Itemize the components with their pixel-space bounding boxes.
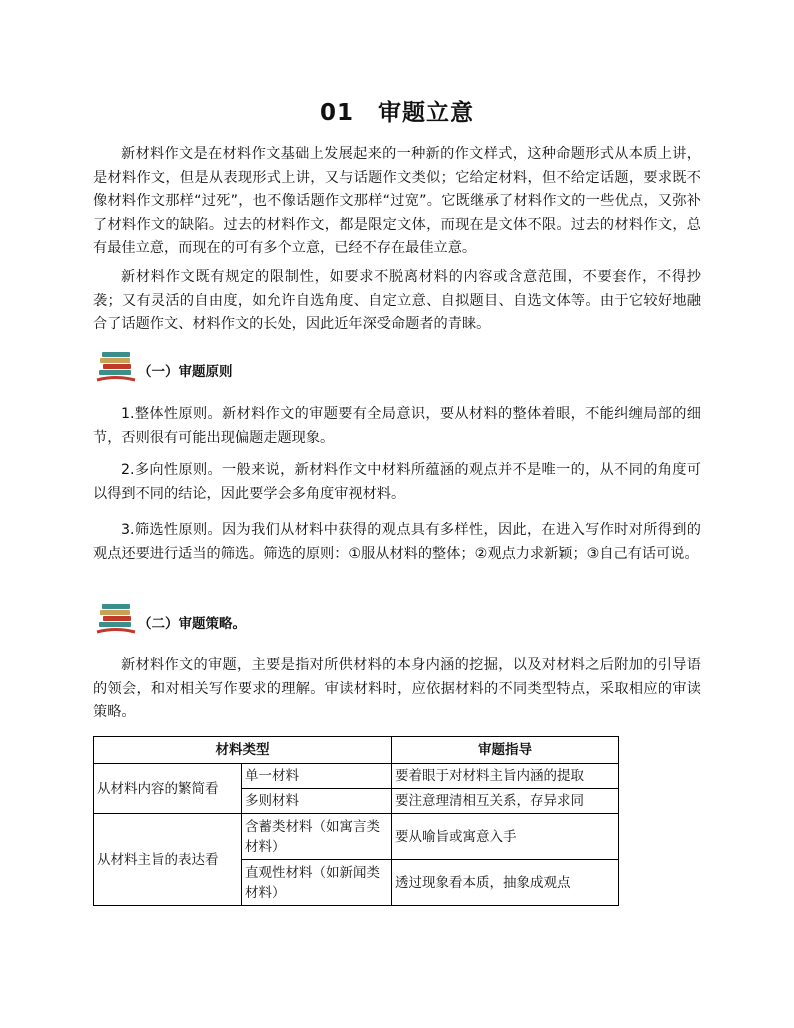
section-1-header — [96, 350, 496, 386]
intro-paragraph-1: 新材料作文是在材料作文基础上发展起来的一种新的作文样式，这种命题形式从本质上讲，是材料作文，但是从表现形式上讲，又与话题作文类似；它给定材料，但不给定话题，要求既不像材料作文那样“过死”，也不像话题作文那样“过宽”。它既继承了材料作文的一些优点，又弥补了材料作文的缺陷。过去的材料作文，都是限定文体，而现在是文体不限。过去的材料作文，总有最佳立意，而现在的可有多个立意，已经不存在最佳立意。 — [93, 146, 701, 256]
section-1-title: （一）审题原则 — [138, 364, 233, 380]
material-type-table — [93, 736, 619, 906]
header-guide: 审题指导 — [392, 737, 619, 764]
guide-cell: 透过现象看本质，抽象成观点 — [392, 860, 619, 906]
section-2-header — [96, 602, 496, 638]
principle-1: 1.整体性原则。新材料作文的审题要有全局意识，要从材料的整体着眼，不能纠缠局部的细节，否则很有可能出现偏题走题现象。 — [93, 406, 701, 446]
intro-paragraph-2: 新材料作文既有规定的限制性，如要求不脱离材料的内容或含意范围，不要套作，不得抄袭；又有灵活的自由度，如允许自选角度、自定立意、自拟题目、自选文体等。由于它较好地融合了话题作文、材料作文的长处，因此近年深受命题者的青睐。 — [93, 269, 701, 332]
principle-3: 3.筛选性原则。因为我们从材料中获得的观点具有多样性，因此，在进入写作时对所得到的观点还要进行适当的筛选。筛选的原则：①服从材料的整体；②观点力求新颖；③自己有话可说。 — [93, 522, 701, 562]
table-row — [94, 814, 619, 860]
strategy-paragraph: 新材料作文的审题，主要是指对所供材料的本身内涵的挖掘，以及对材料之后附加的引导语的领会，和对相关写作要求的理解。审读材料时，应依据材料的不同类型特点，采取相应的审读策略。 — [93, 657, 701, 720]
guide-cell: 要从喻旨或寓意入手 — [392, 814, 619, 860]
books-icon — [96, 602, 136, 636]
type-cell: 直观性材料（如新闻类材料） — [242, 860, 392, 906]
header-material-type: 材料类型 — [94, 737, 392, 764]
table-header-row — [94, 737, 619, 764]
type-cell: 含蓄类材料（如寓言类材料） — [242, 814, 392, 860]
group-2-label: 从材料主旨的表达看 — [94, 814, 242, 906]
section-2-title: （二）审题策略。 — [138, 616, 246, 632]
group-1-label: 从材料内容的繁简看 — [94, 764, 242, 814]
guide-cell: 要注意理清相互关系，存异求同 — [392, 789, 619, 814]
guide-cell: 要着眼于对材料主旨内涵的提取 — [392, 764, 619, 789]
principle-2: 2.多向性原则。一般来说，新材料作文中材料所蕴涵的观点并不是唯一的，从不同的角度可以得到不同的结论，因此要学会多角度审视材料。 — [93, 462, 701, 502]
type-cell: 单一材料 — [242, 764, 392, 789]
type-cell: 多则材料 — [242, 789, 392, 814]
table-row — [94, 764, 619, 789]
books-icon — [96, 350, 136, 384]
page-title: 01 审题立意 — [319, 100, 474, 126]
